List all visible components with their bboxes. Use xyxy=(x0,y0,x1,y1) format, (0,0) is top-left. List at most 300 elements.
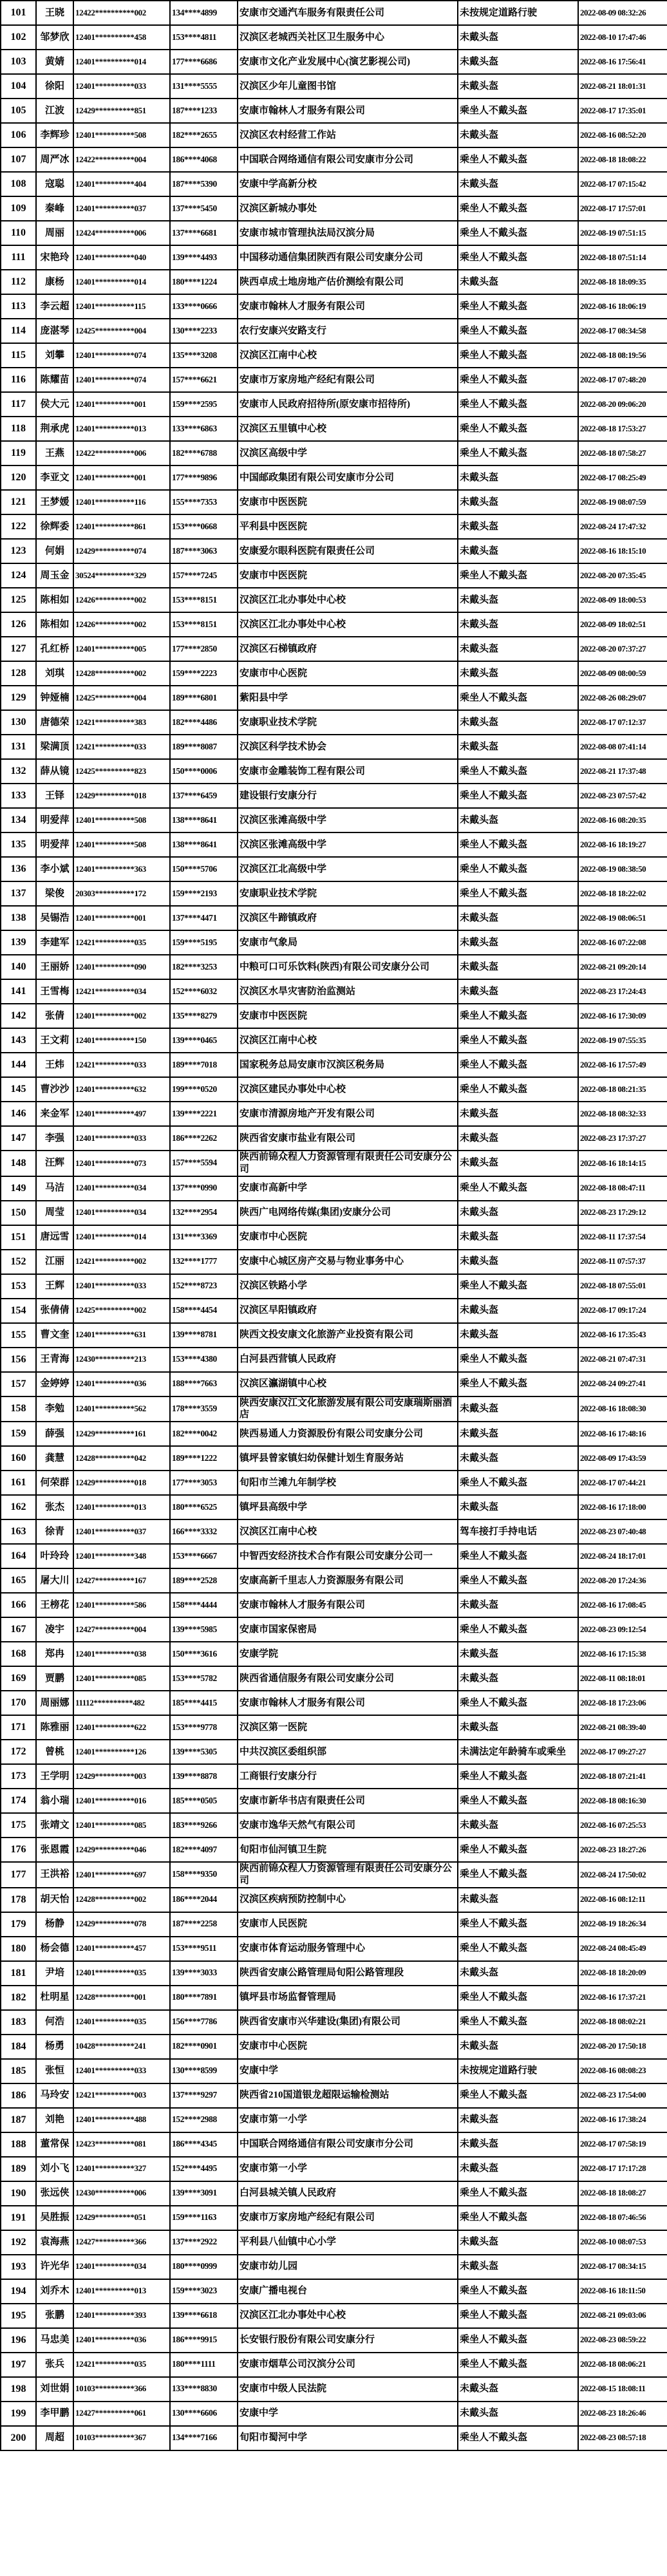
credit-id-cell: 12401**********034 xyxy=(73,1201,170,1225)
table-row xyxy=(1,74,667,99)
violation-type-cell: 乘坐人不戴头盔 xyxy=(458,2328,578,2353)
violation-type-cell: 未戴头盔 xyxy=(458,1593,578,1617)
violation-time-cell: 2022-08-16 08:08:23 xyxy=(578,2059,667,2083)
person-name-cell: 唐德荣 xyxy=(36,710,73,735)
table-row xyxy=(1,1862,667,1888)
table-row xyxy=(1,1176,667,1201)
violation-type-cell: 乘坐人不戴头盔 xyxy=(458,147,578,172)
credit-id-cell: 12401**********013 xyxy=(73,1495,170,1519)
violation-time-cell: 2022-08-17 08:34:15 xyxy=(578,2255,667,2279)
credit-id-cell: 12428**********001 xyxy=(73,1986,170,2010)
row-number-cell: 153 xyxy=(1,1274,36,1299)
person-name-cell: 张远侠 xyxy=(36,2181,73,2206)
violation-type-cell: 乘坐人不戴头盔 xyxy=(458,1764,578,1789)
phone-cell: 133****0666 xyxy=(170,294,238,319)
violation-type-cell: 乘坐人不戴头盔 xyxy=(458,441,578,465)
phone-cell: 159****1163 xyxy=(170,2206,238,2230)
violation-time-cell: 2022-08-23 07:40:48 xyxy=(578,1519,667,1544)
row-number-cell: 177 xyxy=(1,1862,36,1888)
person-name-cell: 徐青 xyxy=(36,1519,73,1544)
person-name-cell: 张恒 xyxy=(36,2059,73,2083)
organization-cell: 安康中学高新分校 xyxy=(238,172,458,196)
person-name-cell: 杨勇 xyxy=(36,2035,73,2059)
phone-cell: 137****6681 xyxy=(170,221,238,245)
person-name-cell: 李小斌 xyxy=(36,857,73,881)
organization-cell: 旬阳市兰滩九年制学校 xyxy=(238,1471,458,1495)
violation-time-cell: 2022-08-16 07:25:53 xyxy=(578,1813,667,1838)
phone-cell: 134****4899 xyxy=(170,1,238,25)
row-number-cell: 101 xyxy=(1,1,36,25)
violation-time-cell: 2022-08-18 08:21:35 xyxy=(578,1077,667,1102)
table-row xyxy=(1,539,667,563)
table-row xyxy=(1,832,667,857)
phone-cell: 137****6459 xyxy=(170,784,238,808)
organization-cell: 安康广播电视台 xyxy=(238,2279,458,2304)
violation-time-cell: 2022-08-08 07:41:14 xyxy=(578,735,667,759)
credit-id-cell: 12422**********004 xyxy=(73,147,170,172)
row-number-cell: 120 xyxy=(1,465,36,490)
organization-cell: 汉滨区第一医院 xyxy=(238,1715,458,1740)
credit-id-cell: 12401**********036 xyxy=(73,1372,170,1396)
violation-type-cell: 乘坐人不戴头盔 xyxy=(458,2206,578,2230)
row-number-cell: 103 xyxy=(1,50,36,74)
organization-cell: 安康市万家房地产经纪有限公司 xyxy=(238,368,458,392)
violation-time-cell: 2022-08-16 18:14:15 xyxy=(578,1151,667,1176)
phone-cell: 139****6618 xyxy=(170,2304,238,2328)
organization-cell: 安康市清源房地产开发有限公司 xyxy=(238,1102,458,1126)
person-name-cell: 张倩倩 xyxy=(36,1299,73,1323)
row-number-cell: 126 xyxy=(1,612,36,637)
table-row xyxy=(1,1151,667,1176)
person-name-cell: 曹沙沙 xyxy=(36,1077,73,1102)
violation-type-cell: 未戴头盔 xyxy=(458,1323,578,1348)
organization-cell: 安康市中医医院 xyxy=(238,1004,458,1028)
credit-id-cell: 12421**********033 xyxy=(73,735,170,759)
table-row xyxy=(1,1715,667,1740)
organization-cell: 汉滨区高级中学 xyxy=(238,441,458,465)
violation-time-cell: 2022-08-21 08:39:40 xyxy=(578,1715,667,1740)
row-number-cell: 133 xyxy=(1,784,36,808)
row-number-cell: 186 xyxy=(1,2083,36,2108)
person-name-cell: 周玉金 xyxy=(36,563,73,588)
violation-time-cell: 2022-08-24 09:27:41 xyxy=(578,1372,667,1396)
phone-cell: 139****2221 xyxy=(170,1102,238,1126)
violation-time-cell: 2022-08-20 07:37:27 xyxy=(578,637,667,661)
table-row xyxy=(1,245,667,270)
credit-id-cell: 12427**********366 xyxy=(73,2230,170,2255)
person-name-cell: 董常保 xyxy=(36,2132,73,2157)
organization-cell: 陕西前锦众程人力资源管理有限责任公司安康分公司 xyxy=(238,1151,458,1176)
phone-cell: 182****6788 xyxy=(170,441,238,465)
violation-type-cell: 未戴头盔 xyxy=(458,1102,578,1126)
person-name-cell: 梁俊 xyxy=(36,881,73,906)
violation-type-cell: 未戴头盔 xyxy=(458,710,578,735)
violation-type-cell: 乘坐人不戴头盔 xyxy=(458,2353,578,2377)
credit-id-cell: 12401**********327 xyxy=(73,2157,170,2181)
organization-cell: 中共汉滨区委组织部 xyxy=(238,1740,458,1764)
row-number-cell: 194 xyxy=(1,2279,36,2304)
person-name-cell: 王晓 xyxy=(36,1,73,25)
table-row xyxy=(1,196,667,221)
violation-type-cell: 未戴头盔 xyxy=(458,270,578,294)
table-row xyxy=(1,1764,667,1789)
violation-time-cell: 2022-08-18 18:20:09 xyxy=(578,1961,667,1986)
violation-time-cell: 2022-08-18 08:02:21 xyxy=(578,2010,667,2035)
organization-cell: 安康中心城区房产交易与物业事务中心 xyxy=(238,1250,458,1274)
person-name-cell: 刘琪 xyxy=(36,661,73,686)
row-number-cell: 149 xyxy=(1,1176,36,1201)
credit-id-cell: 12421**********002 xyxy=(73,1250,170,1274)
violation-time-cell: 2022-08-18 07:55:01 xyxy=(578,1274,667,1299)
phone-cell: 139****8878 xyxy=(170,1764,238,1789)
violation-time-cell: 2022-08-17 08:34:58 xyxy=(578,319,667,343)
row-number-cell: 138 xyxy=(1,906,36,930)
credit-id-cell: 12421**********035 xyxy=(73,930,170,955)
row-number-cell: 198 xyxy=(1,2377,36,2402)
violation-time-cell: 2022-08-16 17:08:45 xyxy=(578,1593,667,1617)
person-name-cell: 王燕 xyxy=(36,441,73,465)
row-number-cell: 159 xyxy=(1,1422,36,1446)
violation-time-cell: 2022-08-21 09:20:14 xyxy=(578,955,667,979)
violation-time-cell: 2022-08-17 17:17:28 xyxy=(578,2157,667,2181)
table-row xyxy=(1,661,667,686)
table-row xyxy=(1,1666,667,1691)
row-number-cell: 109 xyxy=(1,196,36,221)
table-row xyxy=(1,1568,667,1593)
violation-type-cell: 未戴头盔 xyxy=(458,74,578,99)
violation-time-cell: 2022-08-16 17:18:00 xyxy=(578,1495,667,1519)
phone-cell: 153****6667 xyxy=(170,1544,238,1568)
person-name-cell: 明爱萍 xyxy=(36,832,73,857)
credit-id-cell: 12401**********013 xyxy=(73,417,170,441)
organization-cell: 安康学院 xyxy=(238,1642,458,1666)
person-name-cell: 邹梦欣 xyxy=(36,25,73,50)
phone-cell: 182****4097 xyxy=(170,1838,238,1862)
violation-time-cell: 2022-08-18 08:06:21 xyxy=(578,2353,667,2377)
phone-cell: 139****5305 xyxy=(170,1740,238,1764)
phone-cell: 150****0006 xyxy=(170,759,238,784)
person-name-cell: 李勉 xyxy=(36,1396,73,1422)
organization-cell: 中国邮政集团有限公司安康市分公司 xyxy=(238,465,458,490)
table-row xyxy=(1,1323,667,1348)
table-row xyxy=(1,2304,667,2328)
phone-cell: 153****5782 xyxy=(170,1666,238,1691)
organization-cell: 汉滨区水旱灾害防治监测站 xyxy=(238,979,458,1004)
credit-id-cell: 12424**********006 xyxy=(73,221,170,245)
row-number-cell: 116 xyxy=(1,368,36,392)
credit-id-cell: 12401**********457 xyxy=(73,1937,170,1961)
violation-time-cell: 2022-08-23 17:54:00 xyxy=(578,2083,667,2108)
credit-id-cell: 12428**********002 xyxy=(73,1888,170,1912)
phone-cell: 137****4471 xyxy=(170,906,238,930)
table-row xyxy=(1,2328,667,2353)
violation-type-cell: 未戴头盔 xyxy=(458,1495,578,1519)
table-row xyxy=(1,2279,667,2304)
violation-time-cell: 2022-08-18 07:51:14 xyxy=(578,245,667,270)
violation-type-cell: 未戴头盔 xyxy=(458,1446,578,1471)
person-name-cell: 刘世娟 xyxy=(36,2377,73,2402)
violation-time-cell: 2022-08-16 17:37:21 xyxy=(578,1986,667,2010)
credit-id-cell: 12401**********586 xyxy=(73,1593,170,1617)
violation-type-cell: 未戴头盔 xyxy=(458,2035,578,2059)
violation-time-cell: 2022-08-09 18:00:53 xyxy=(578,588,667,612)
phone-cell: 132****2954 xyxy=(170,1201,238,1225)
violation-time-cell: 2022-08-18 17:53:27 xyxy=(578,417,667,441)
person-name-cell: 胡天怡 xyxy=(36,1888,73,1912)
violation-type-cell: 未戴头盔 xyxy=(458,1396,578,1422)
violation-time-cell: 2022-08-23 17:29:12 xyxy=(578,1201,667,1225)
organization-cell: 安康市中级人民法院 xyxy=(238,2377,458,2402)
phone-cell: 152****2988 xyxy=(170,2108,238,2132)
credit-id-cell: 12429**********018 xyxy=(73,784,170,808)
organization-cell: 陕西前锦众程人力资源管理有限责任公司安康分公司 xyxy=(238,1862,458,1888)
organization-cell: 安康市人民政府招待所(原安康市招待所) xyxy=(238,392,458,417)
phone-cell: 177****2850 xyxy=(170,637,238,661)
person-name-cell: 李辉珍 xyxy=(36,123,73,147)
violation-type-cell: 未戴头盔 xyxy=(458,2377,578,2402)
phone-cell: 157****5594 xyxy=(170,1151,238,1176)
table-row xyxy=(1,1102,667,1126)
organization-cell: 安康市城市管理执法局汉滨分局 xyxy=(238,221,458,245)
violation-time-cell: 2022-08-18 18:08:27 xyxy=(578,2181,667,2206)
organization-cell: 安康市高新中学 xyxy=(238,1176,458,1201)
table-row xyxy=(1,588,667,612)
row-number-cell: 176 xyxy=(1,1838,36,1862)
table-row xyxy=(1,1,667,25)
violation-time-cell: 2022-08-21 09:03:06 xyxy=(578,2304,667,2328)
phone-cell: 159****5195 xyxy=(170,930,238,955)
phone-cell: 182****0042 xyxy=(170,1422,238,1446)
table-row xyxy=(1,270,667,294)
row-number-cell: 107 xyxy=(1,147,36,172)
row-number-cell: 189 xyxy=(1,2157,36,2181)
violation-type-cell: 未戴头盔 xyxy=(458,1715,578,1740)
violation-type-cell: 未戴头盔 xyxy=(458,1666,578,1691)
phone-cell: 133****6863 xyxy=(170,417,238,441)
person-name-cell: 周丽娜 xyxy=(36,1691,73,1715)
table-row xyxy=(1,441,667,465)
organization-cell: 安康市中心医院 xyxy=(238,2035,458,2059)
person-name-cell: 李强 xyxy=(36,1126,73,1151)
violation-type-cell: 乘坐人不戴头盔 xyxy=(458,1053,578,1077)
violation-time-cell: 2022-08-16 08:52:20 xyxy=(578,123,667,147)
table-row xyxy=(1,1250,667,1274)
violation-type-cell: 未戴头盔 xyxy=(458,172,578,196)
phone-cell: 139****3091 xyxy=(170,2181,238,2206)
violation-type-cell: 乘坐人不戴头盔 xyxy=(458,2010,578,2035)
row-number-cell: 160 xyxy=(1,1446,36,1471)
organization-cell: 长安银行股份有限公司安康分行 xyxy=(238,2328,458,2353)
phone-cell: 150****5706 xyxy=(170,857,238,881)
phone-cell: 158****4444 xyxy=(170,1593,238,1617)
phone-cell: 139****3033 xyxy=(170,1961,238,1986)
organization-cell: 平利县八仙镇中心小学 xyxy=(238,2230,458,2255)
table-row xyxy=(1,465,667,490)
phone-cell: 138****8641 xyxy=(170,808,238,832)
violation-time-cell: 2022-08-16 17:30:09 xyxy=(578,1004,667,1028)
violation-type-cell: 未满法定年龄骑车或乘坐 xyxy=(458,1740,578,1764)
organization-cell: 中智西安经济技术合作有限公司安康分公司一 xyxy=(238,1544,458,1568)
person-name-cell: 汪辉 xyxy=(36,1151,73,1176)
credit-id-cell: 12401**********697 xyxy=(73,1862,170,1888)
row-number-cell: 141 xyxy=(1,979,36,1004)
violation-type-cell: 乘坐人不戴头盔 xyxy=(458,2083,578,2108)
phone-cell: 139****4493 xyxy=(170,245,238,270)
violation-time-cell: 2022-08-15 18:08:11 xyxy=(578,2377,667,2402)
phone-cell: 189****8087 xyxy=(170,735,238,759)
table-row xyxy=(1,612,667,637)
row-number-cell: 172 xyxy=(1,1740,36,1764)
row-number-cell: 188 xyxy=(1,2132,36,2157)
person-name-cell: 寇聪 xyxy=(36,172,73,196)
phone-cell: 185****0505 xyxy=(170,1789,238,1813)
violation-time-cell: 2022-08-16 08:20:35 xyxy=(578,808,667,832)
person-name-cell: 陈相如 xyxy=(36,612,73,637)
person-name-cell: 孔红桥 xyxy=(36,637,73,661)
violation-time-cell: 2022-08-24 17:47:32 xyxy=(578,514,667,539)
violation-time-cell: 2022-08-23 09:12:54 xyxy=(578,1617,667,1642)
violation-time-cell: 2022-08-18 08:47:11 xyxy=(578,1176,667,1201)
organization-cell: 安康高新千里志人力资源服务有限公司 xyxy=(238,1568,458,1593)
organization-cell: 汉滨区五里镇中心校 xyxy=(238,417,458,441)
phone-cell: 158****9350 xyxy=(170,1862,238,1888)
credit-id-cell: 12421**********034 xyxy=(73,979,170,1004)
table-row xyxy=(1,710,667,735)
credit-id-cell: 12401**********115 xyxy=(73,294,170,319)
row-number-cell: 191 xyxy=(1,2206,36,2230)
phone-cell: 130****6606 xyxy=(170,2402,238,2426)
table-row xyxy=(1,417,667,441)
credit-id-cell: 12401**********038 xyxy=(73,1642,170,1666)
row-number-cell: 166 xyxy=(1,1593,36,1617)
credit-id-cell: 12401**********037 xyxy=(73,1519,170,1544)
credit-id-cell: 12429**********078 xyxy=(73,1912,170,1937)
row-number-cell: 114 xyxy=(1,319,36,343)
person-name-cell: 秦峰 xyxy=(36,196,73,221)
phone-cell: 137****5450 xyxy=(170,196,238,221)
row-number-cell: 200 xyxy=(1,2426,36,2450)
row-number-cell: 157 xyxy=(1,1372,36,1396)
credit-id-cell: 12429**********046 xyxy=(73,1838,170,1862)
violation-time-cell: 2022-08-24 17:50:02 xyxy=(578,1862,667,1888)
person-name-cell: 杨静 xyxy=(36,1912,73,1937)
table-row xyxy=(1,1201,667,1225)
row-number-cell: 197 xyxy=(1,2353,36,2377)
row-number-cell: 110 xyxy=(1,221,36,245)
row-number-cell: 170 xyxy=(1,1691,36,1715)
organization-cell: 镇坪县高级中学 xyxy=(238,1495,458,1519)
credit-id-cell: 12401**********562 xyxy=(73,1396,170,1422)
row-number-cell: 135 xyxy=(1,832,36,857)
credit-id-cell: 12430**********213 xyxy=(73,1348,170,1372)
table-row xyxy=(1,1617,667,1642)
organization-cell: 陕西安康汉江文化旅游发展有限公司安康瑞斯丽酒店 xyxy=(238,1396,458,1422)
phone-cell: 180****1224 xyxy=(170,270,238,294)
row-number-cell: 127 xyxy=(1,637,36,661)
person-name-cell: 王文莉 xyxy=(36,1028,73,1053)
violation-time-cell: 2022-08-09 18:02:51 xyxy=(578,612,667,637)
person-name-cell: 王梦媛 xyxy=(36,490,73,514)
row-number-cell: 175 xyxy=(1,1813,36,1838)
person-name-cell: 唐远雪 xyxy=(36,1225,73,1250)
organization-cell: 汉滨区石梯镇政府 xyxy=(238,637,458,661)
person-name-cell: 黄婧 xyxy=(36,50,73,74)
phone-cell: 153****8151 xyxy=(170,588,238,612)
violation-type-cell: 乘坐人不戴头盔 xyxy=(458,1372,578,1396)
violation-time-cell: 2022-08-16 18:15:10 xyxy=(578,539,667,563)
violation-type-cell: 未戴头盔 xyxy=(458,1201,578,1225)
person-name-cell: 张倩 xyxy=(36,1004,73,1028)
violation-time-cell: 2022-08-18 08:32:33 xyxy=(578,1102,667,1126)
violation-type-cell: 乘坐人不戴头盔 xyxy=(458,417,578,441)
credit-id-cell: 12401**********348 xyxy=(73,1544,170,1568)
phone-cell: 130****8599 xyxy=(170,2059,238,2083)
violation-time-cell: 2022-08-16 17:38:24 xyxy=(578,2108,667,2132)
credit-id-cell: 12401**********014 xyxy=(73,1225,170,1250)
credit-id-cell: 12427**********004 xyxy=(73,1617,170,1642)
row-number-cell: 125 xyxy=(1,588,36,612)
organization-cell: 汉滨区张滩高级中学 xyxy=(238,832,458,857)
credit-id-cell: 10428**********241 xyxy=(73,2035,170,2059)
violation-time-cell: 2022-08-20 09:06:20 xyxy=(578,392,667,417)
violation-time-cell: 2022-08-19 08:38:50 xyxy=(578,857,667,881)
table-row xyxy=(1,1396,667,1422)
person-name-cell: 李甲鹏 xyxy=(36,2402,73,2426)
violation-type-cell: 未戴头盔 xyxy=(458,2157,578,2181)
phone-cell: 189****6801 xyxy=(170,686,238,710)
row-number-cell: 123 xyxy=(1,539,36,563)
credit-id-cell: 12401**********126 xyxy=(73,1740,170,1764)
credit-id-cell: 12401**********090 xyxy=(73,955,170,979)
person-name-cell: 来金军 xyxy=(36,1102,73,1126)
violation-time-cell: 2022-08-19 08:06:51 xyxy=(578,906,667,930)
organization-cell: 汉滨区江北办事处中心校 xyxy=(238,612,458,637)
organization-cell: 安康市翰林人才服务有限公司 xyxy=(238,1691,458,1715)
row-number-cell: 122 xyxy=(1,514,36,539)
organization-cell: 安康市万家房地产经纪有限公司 xyxy=(238,2206,458,2230)
person-name-cell: 王铎 xyxy=(36,784,73,808)
row-number-cell: 106 xyxy=(1,123,36,147)
credit-id-cell: 12401**********033 xyxy=(73,74,170,99)
phone-cell: 152****8723 xyxy=(170,1274,238,1299)
row-number-cell: 147 xyxy=(1,1126,36,1151)
organization-cell: 安康市金雕装饰工程有限公司 xyxy=(238,759,458,784)
organization-cell: 安康市翰林人才服务有限公司 xyxy=(238,99,458,123)
row-number-cell: 181 xyxy=(1,1961,36,1986)
phone-cell: 150****3616 xyxy=(170,1642,238,1666)
violation-time-cell: 2022-08-10 08:07:53 xyxy=(578,2230,667,2255)
credit-id-cell: 12401**********073 xyxy=(73,1151,170,1176)
organization-cell: 安康市人民医院 xyxy=(238,1912,458,1937)
violation-type-cell: 乘坐人不戴头盔 xyxy=(458,1691,578,1715)
row-number-cell: 167 xyxy=(1,1617,36,1642)
violation-type-cell: 未戴头盔 xyxy=(458,1299,578,1323)
table-row xyxy=(1,1986,667,2010)
row-number-cell: 163 xyxy=(1,1519,36,1544)
person-name-cell: 张杰 xyxy=(36,1495,73,1519)
row-number-cell: 154 xyxy=(1,1299,36,1323)
credit-id-cell: 12401**********035 xyxy=(73,1961,170,1986)
table-row xyxy=(1,1789,667,1813)
violation-type-cell: 乘坐人不戴头盔 xyxy=(458,319,578,343)
violation-time-cell: 2022-08-23 17:24:43 xyxy=(578,979,667,1004)
person-name-cell: 薛强 xyxy=(36,1422,73,1446)
violation-type-cell: 乘坐人不戴头盔 xyxy=(458,392,578,417)
violation-time-cell: 2022-08-23 07:57:42 xyxy=(578,784,667,808)
table-row xyxy=(1,392,667,417)
person-name-cell: 宋艳玲 xyxy=(36,245,73,270)
person-name-cell: 周莹 xyxy=(36,1201,73,1225)
